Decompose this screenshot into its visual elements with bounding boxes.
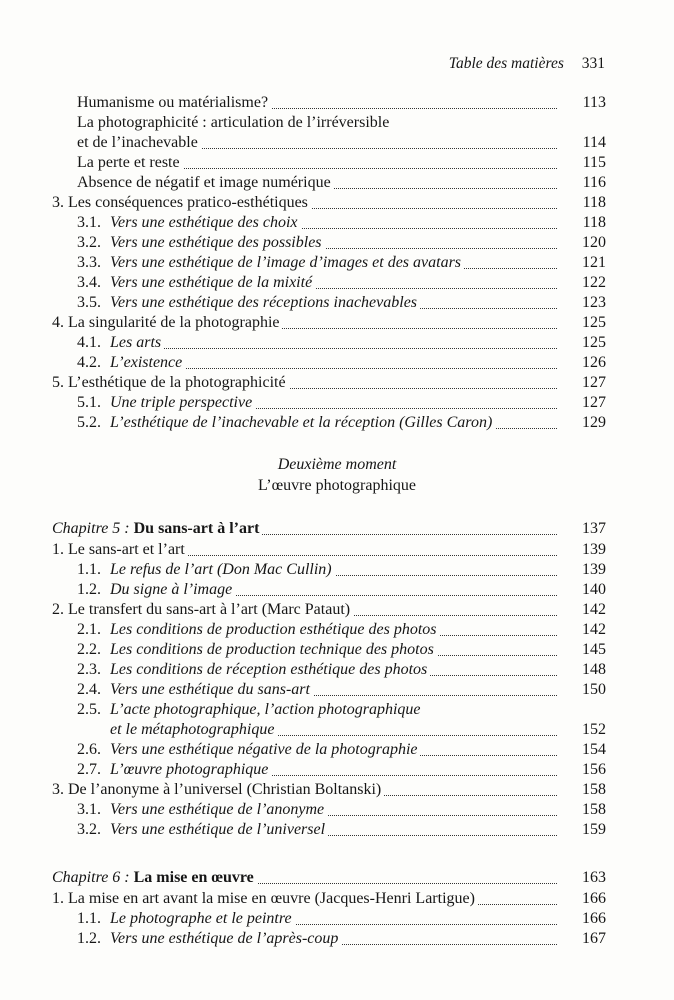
- toc-entry-number: 4.1.: [77, 334, 101, 351]
- toc-entry[interactable]: [0, 760, 674, 780]
- toc-entry-page: 158: [582, 801, 606, 818]
- toc-entry-page: 120: [582, 234, 606, 251]
- toc-entry-label: L’esthétique de l’inachevable et la réception (Gilles Caron): [110, 414, 495, 431]
- toc-entry[interactable]: [0, 313, 674, 333]
- chapter-5-title: Du sans-art à l’art: [133, 520, 260, 537]
- toc-entry[interactable]: [0, 413, 674, 433]
- toc-entry-number: 3.5.: [77, 294, 101, 311]
- toc-entry-page: 121: [582, 254, 606, 271]
- toc-entry-label: Les arts: [110, 334, 164, 351]
- toc-entry-number: 1.2.: [77, 581, 101, 598]
- toc-entry[interactable]: [0, 233, 674, 253]
- toc-entry[interactable]: [0, 333, 674, 353]
- toc-entry-label: 3. De l’anonyme à l’universel (Christian Boltanski): [52, 781, 384, 798]
- chapter-5-entry[interactable]: [0, 519, 674, 539]
- toc-entry-page: 127: [582, 394, 606, 411]
- toc-entry-number: 3.4.: [77, 274, 101, 291]
- toc-entry-number: 3.1.: [77, 214, 101, 231]
- toc-entry-page: 118: [582, 194, 606, 211]
- toc-entry-label: et de l’inachevable: [77, 134, 201, 151]
- toc-entry-page: 116: [582, 174, 606, 191]
- toc-entry-number: 4.2.: [77, 354, 101, 371]
- toc-entry-page: 139: [582, 561, 606, 578]
- chapter-6-prefix: Chapitre 6 :: [52, 869, 134, 886]
- toc-entry-label: Les conditions de réception esthétique des photos: [110, 661, 430, 678]
- chapter-6-title: La mise en œuvre: [133, 869, 254, 886]
- toc-entry-number: 3.2.: [77, 234, 101, 251]
- toc-entry-label: Vers une esthétique de l’après-coup: [110, 930, 341, 947]
- toc-entry-label: Les conditions de production technique des photos: [110, 641, 437, 658]
- toc-entry-page: 139: [582, 541, 606, 558]
- toc-entry-label: 5. L’esthétique de la photographicité: [52, 374, 289, 391]
- toc-entry[interactable]: [0, 273, 674, 293]
- toc-entry-label: Une triple perspective: [110, 394, 255, 411]
- toc-entry-label: et le métaphotographique: [110, 721, 277, 738]
- toc-entry[interactable]: [0, 133, 674, 153]
- toc-entry-page: 127: [582, 374, 606, 391]
- toc-entry[interactable]: [0, 720, 674, 740]
- toc-entry-number: 3.1.: [77, 801, 101, 818]
- toc-entry-label: Vers une esthétique des réceptions inachevables: [110, 294, 420, 311]
- toc-entry-page: 126: [582, 354, 606, 371]
- toc-entry[interactable]: [0, 929, 674, 949]
- toc-entry-label: Le refus de l’art (Don Mac Cullin): [110, 561, 335, 578]
- toc-entry-page: 156: [582, 761, 606, 778]
- toc-entry-number: 3.3.: [77, 254, 101, 271]
- chapter-5-page: 137: [582, 520, 606, 537]
- toc-entry[interactable]: [0, 580, 674, 600]
- toc-entry[interactable]: [0, 640, 674, 660]
- toc-entry[interactable]: [0, 909, 674, 929]
- toc-entry[interactable]: [0, 540, 674, 560]
- toc-entry-page: 145: [582, 641, 606, 658]
- moment-title: L’œuvre photographique: [257, 477, 417, 494]
- toc-entry-number: 5.2.: [77, 414, 101, 431]
- toc-entry-page: 167: [582, 930, 606, 947]
- toc-entry[interactable]: [0, 173, 674, 193]
- toc-entry-page: 113: [582, 94, 606, 111]
- toc-entry-page: 166: [582, 890, 606, 907]
- toc-entry-number: 1.2.: [77, 930, 101, 947]
- toc-entry[interactable]: [0, 560, 674, 580]
- toc-entry-page: 125: [582, 314, 606, 331]
- toc-entry-label: Vers une esthétique des possibles: [110, 234, 325, 251]
- toc-entry[interactable]: [0, 113, 674, 133]
- toc-entry-label: L’existence: [110, 354, 185, 371]
- toc-entry[interactable]: [0, 353, 674, 373]
- toc-entry-page: 115: [582, 154, 606, 171]
- chapter-6-page: 163: [582, 869, 606, 886]
- toc-entry-label: Vers une esthétique de l’anonyme: [110, 801, 327, 818]
- chapter-5-prefix: Chapitre 5 :: [52, 520, 134, 537]
- toc-entry-label: Vers une esthétique du sans-art: [110, 681, 313, 698]
- toc-entry-page: 118: [582, 214, 606, 231]
- toc-entry-label: Vers une esthétique de l’image d’images et des avatars: [110, 254, 464, 271]
- toc-entry-page: 159: [582, 821, 606, 838]
- toc-entry-label: Vers une esthétique de l’universel: [110, 821, 328, 838]
- toc-entry-page: 166: [582, 910, 606, 927]
- toc-entry-label: 3. Les conséquences pratico-esthétiques: [52, 194, 311, 211]
- toc-entry-label: 2. Le transfert du sans-art à l’art (Marc Pataut): [52, 601, 353, 618]
- toc-entry[interactable]: [0, 253, 674, 273]
- toc-entry-page: 114: [582, 134, 606, 151]
- toc-entry[interactable]: [0, 193, 674, 213]
- toc-entry[interactable]: [0, 889, 674, 909]
- toc-entry-label: 4. La singularité de la photographie: [52, 314, 282, 331]
- toc-entry-label: 1. Le sans-art et l’art: [52, 541, 188, 558]
- toc-entry-label: 1. La mise en art avant la mise en œuvre (Jacques-Henri Lartigue): [52, 890, 478, 907]
- toc-entry-page: 125: [582, 334, 606, 351]
- running-header: [449, 55, 605, 73]
- toc-entry-page: 142: [582, 621, 606, 638]
- toc-entry-number: 2.1.: [77, 621, 101, 638]
- toc-entry-number: 2.6.: [77, 741, 101, 758]
- toc-entry-number: 2.2.: [77, 641, 101, 658]
- toc-entry-number: 2.4.: [77, 681, 101, 698]
- toc-entry-page: 129: [582, 414, 606, 431]
- toc-entry-label: L’œuvre photographique: [110, 761, 271, 778]
- toc-entry[interactable]: [0, 393, 674, 413]
- toc-entry-label: Vers une esthétique des choix: [110, 214, 301, 231]
- moment-label: Deuxième moment: [277, 456, 397, 473]
- toc-entry[interactable]: [0, 740, 674, 760]
- toc-entry[interactable]: [0, 660, 674, 680]
- toc-entry-label: La perte et reste: [77, 154, 183, 171]
- toc-entry[interactable]: [0, 93, 674, 113]
- toc-entry-label: Humanisme ou matérialisme?: [77, 94, 271, 111]
- toc-entry-label: Du signe à l’image: [110, 581, 235, 598]
- toc-entry[interactable]: [0, 820, 674, 840]
- toc-entry-number: 1.1.: [77, 910, 101, 927]
- toc-entry-label: L’acte photographique, l’action photographique: [110, 701, 421, 718]
- toc-entry[interactable]: [0, 620, 674, 640]
- toc-entry-number: 3.2.: [77, 821, 101, 838]
- toc-entry-label: Vers une esthétique de la mixité: [110, 274, 315, 291]
- toc-entry[interactable]: [0, 700, 674, 720]
- toc-entry-page: 142: [582, 601, 606, 618]
- toc-entry-number: 5.1.: [77, 394, 101, 411]
- toc-entry[interactable]: [0, 780, 674, 800]
- toc-entry-page: 123: [582, 294, 606, 311]
- toc-entry[interactable]: [0, 293, 674, 313]
- toc-entry[interactable]: [0, 600, 674, 620]
- toc-entry-number: 2.5.: [77, 701, 101, 718]
- toc-entry-label: Les conditions de production esthétique des photos: [110, 621, 439, 638]
- toc-entry-label: La photographicité : articulation de l’irréversible: [77, 114, 390, 131]
- running-header-title: Table des matières: [448, 55, 564, 72]
- dot-leader: [110, 348, 557, 349]
- toc-entry-page: 122: [582, 274, 606, 291]
- toc-entry-number: 2.7.: [77, 761, 101, 778]
- toc-entry-number: 2.3.: [77, 661, 101, 678]
- toc-entry-label: Vers une esthétique négative de la photographie: [110, 741, 420, 758]
- page-number: 331: [581, 55, 605, 72]
- toc-entry[interactable]: [0, 680, 674, 700]
- toc-entry-page: 148: [582, 661, 606, 678]
- toc-entry-page: 140: [582, 581, 606, 598]
- toc-entry-label: Absence de négatif et image numérique: [77, 174, 334, 191]
- toc-entry[interactable]: [0, 373, 674, 393]
- toc-entry[interactable]: [0, 213, 674, 233]
- toc-entry-page: 158: [582, 781, 606, 798]
- toc-entry-page: 154: [582, 741, 606, 758]
- toc-entry[interactable]: [0, 800, 674, 820]
- toc-entry[interactable]: [0, 153, 674, 173]
- toc-entry-page: 150: [582, 681, 606, 698]
- toc-entry-label: Le photographe et le peintre: [110, 910, 295, 927]
- chapter-6-entry[interactable]: [0, 868, 674, 888]
- toc-entry-number: 1.1.: [77, 561, 101, 578]
- toc-entry-page: 152: [582, 721, 606, 738]
